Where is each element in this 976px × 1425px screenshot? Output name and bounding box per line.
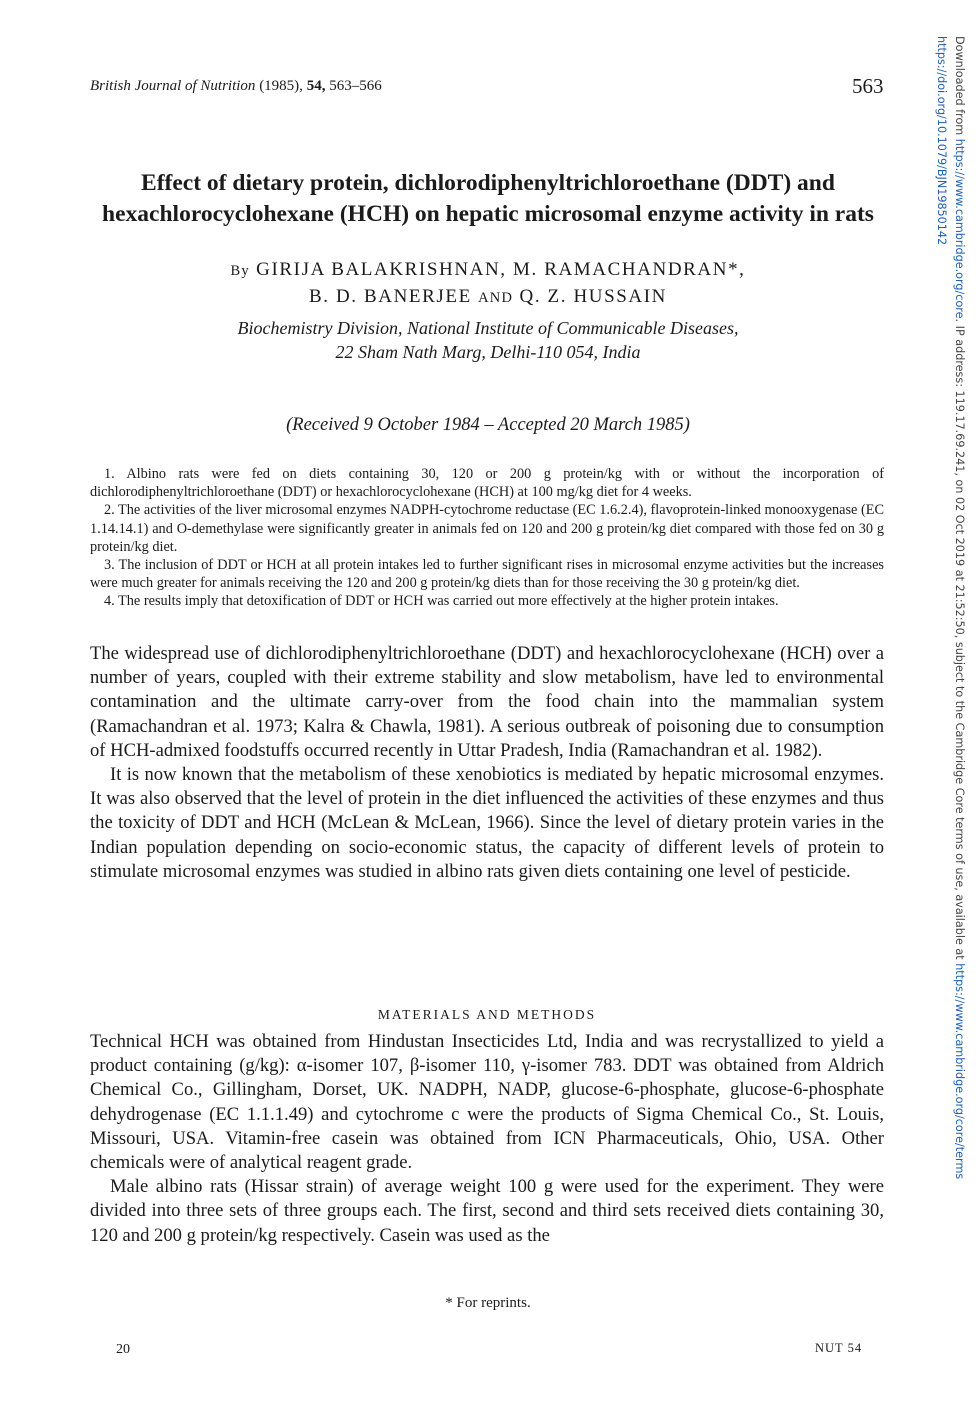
methods-paragraph-2: Male albino rats (Hissar strain) of average weight 100 g were used for the experiment. They were divided into three sets of three groups each. The first, second and third sets received diets containing 30, 120 and 200 g protein/kg respectively. Casein was used as the [90,1176,884,1246]
author-banerjee: B. D. BANERJEE [308,286,472,307]
abstract [90,465,884,611]
journal-citation [90,78,382,95]
article-title: Effect of dietary protein, dichlorodiphenyltrichloroethane (DDT) and hexachlorocyclohexane (HCH) on hepatic microsomal enzyme activity in rats [102,170,874,227]
received-dates: (Received 9 October 1984 – Accepted 20 March 1985) [286,415,690,435]
doi-notice [928,36,948,1236]
affiliation [60,316,916,364]
doi-link[interactable]: https://doi.org/10.1079/BJN19850142 [935,36,948,246]
section-heading-methods: MATERIALS AND METHODS [377,1007,597,1022]
footer-signature-code: NUT 54 [815,1341,863,1355]
abstract-point-3: 3. The inclusion of DDT or HCH at all protein intakes led to further significant rises in microsomal enzyme activities but the increases were much greater for animals receiving the 120 and 200 g protein/kg diets than for those receiving the 30 g protein/kg diet. [90,557,884,592]
journal-name: British Journal of Nutrition [90,78,256,94]
footnote: * For reprints. [445,1295,531,1311]
abstract-point-2: 2. The activities of the liver microsomal enzymes NADPH-cytochrome reductase (EC 1.6.2.4), flavoprotein-linked monooxygenase (EC 1.14.14.1) and O-demethylase were significantly greater in animals fed on 120 and 200 g protein/kg diet compared with those fed on 30 g protein/kg diet. [90,502,884,555]
abstract-point-1: 1. Albino rats were fed on diets containing 30, 120 or 200 g protein/kg with or without the incorporation of dichlorodiphenyltrichloroethane (DDT) or hexachlorocyclohexane (HCH) at 100 mg/kg diet for 4 weeks. [90,466,884,501]
journal-volume: 54, [306,78,326,94]
and-label: AND [478,290,514,306]
terms-link[interactable]: https://www.cambridge.org/core/terms [953,963,966,1180]
intro-paragraph-1: The widespread use of dichlorodiphenyltrichloroethane (DDT) and hexachlorocyclohexane (HCH) over a number of years, coupled with their extreme stability and slow metabolism, have led to environmental contamination and the ultimate carry-over from the food chain into the mammalian system (Ramachandran et al. 1973; Kalra & Chawla, 1981). A serious outbreak of poisoning due to consumption of HCH-admixed foodstuffs occurred recently in Uttar Pradesh, India (Ramachandran et al. 1982). [90,643,884,761]
affiliation-line-2: 22 Sham Nath Marg, Delhi-110 054, India [335,342,641,362]
download-notice [946,36,966,1236]
journal-pages: 563–566 [329,78,382,94]
page-number: 563 [852,74,884,98]
downloaded-from-label: Downloaded from [953,36,966,136]
intro-paragraph-2: It is now known that the metabolism of these xenobiotics is mediated by hepatic microsomal enzymes. It was also observed that the level of protein in the diet influenced the activities of these enzymes and thus the toxicity of DDT and HCH (McLean & McLean, 1966). Since the level of dietary protein varies in the Indian population depending on socio-economic status, the capacity of different levels of protein to stimulate microsomal enzymes was studied in albino rats given diets containing one level of pesticide. [90,764,884,882]
methods-section [90,1030,884,1248]
by-label: By [230,263,250,279]
affiliation-line-1: Biochemistry Division, National Institute of Communicable Diseases, [237,318,739,338]
footer-signature-number: 20 [116,1342,130,1357]
author-hussain: Q. Z. HUSSAIN [519,286,667,307]
core-link[interactable]: https://www.cambridge.org/core [953,138,966,319]
methods-paragraph-1: Technical HCH was obtained from Hindustan Insecticides Ltd, India and was recrystallized to yield a product containing (g/kg): α-isomer 107, β-isomer 110, γ-isomer 783. DDT was obtained from Aldrich Chemical Co., Gillingham, Dorset, UK. NADPH, NADP, glucose-6-phosphate, glucose-6-phosphate dehydrogenase (EC 1.1.1.49) and cytochrome c were the products of Sigma Chemical Co., St. Louis, Missouri, USA. Vitamin-free casein was obtained from ICN Pharmaceuticals, Ohio, USA. Other chemicals were of analytical reagent grade. [90,1031,884,1174]
authors-line-1: GIRIJA BALAKRISHNAN, M. RAMACHANDRAN*, [256,259,746,280]
abstract-point-4: 4. The results imply that detoxification of DDT or HCH was carried out more effectively at the higher protein intakes. [104,593,779,610]
author-list [60,257,916,311]
ip-notice: . IP address: 119.17.69.241, on 02 Oct 2019 at 21:52:50, subject to the Cambridge Core terms of use, available at [953,318,966,960]
introduction [90,642,884,884]
journal-year: (1985), [259,78,303,94]
